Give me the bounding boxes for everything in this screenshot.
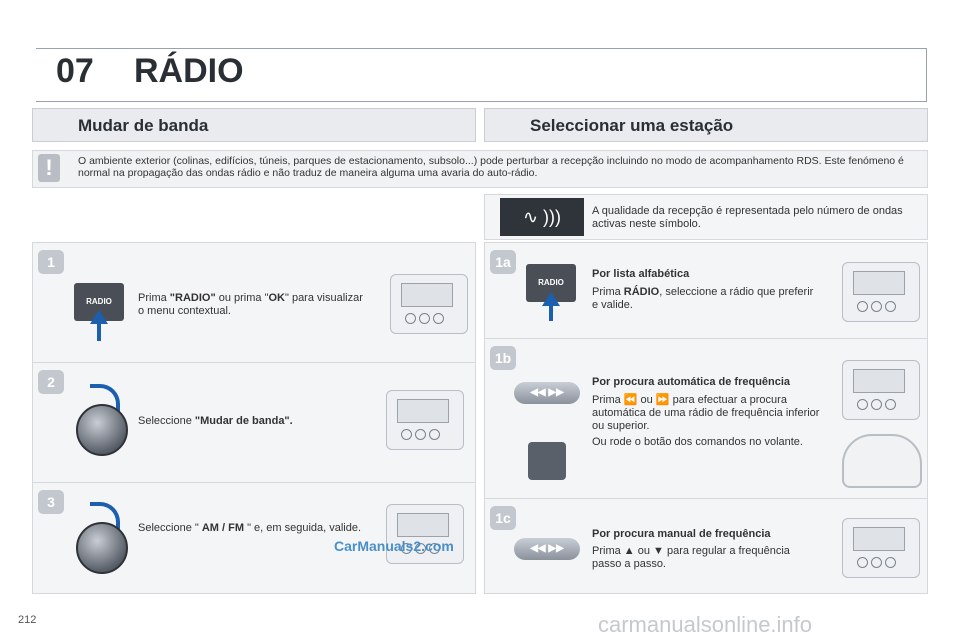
step-text: Seleccione " AM / FM " e, em seguida, valide. (138, 522, 362, 534)
section-title-right: Seleccionar uma estação (530, 116, 734, 135)
chapter-number: 07 (56, 52, 94, 90)
warning-icon: ! (38, 154, 60, 182)
step-text-alt: Ou rode o botão dos comandos no volante. (592, 436, 803, 448)
step-badge: 3 (38, 490, 64, 514)
section-title-left: Mudar de banda (78, 116, 209, 135)
step-badge: 2 (38, 370, 64, 394)
radio-unit-image (386, 504, 464, 564)
watermark-footer: carmanualsonline.info (598, 612, 813, 637)
radio-button-icon: RADIO (74, 283, 124, 321)
knob-icon (76, 404, 128, 456)
step-text: Prima RÁDIO, seleccione a rádio que preferir e valide. (592, 286, 814, 311)
signal-waves-icon: ∿ ))) (500, 198, 584, 236)
steering-wheel-image (842, 434, 922, 488)
radio-unit-image (842, 518, 920, 578)
step-title: Por procura manual de frequência (592, 528, 771, 540)
radio-unit-image (842, 262, 920, 322)
step-text: Seleccione "Mudar de banda". (138, 415, 293, 427)
knob-icon (76, 522, 128, 574)
step-title: Por procura automática de frequência (592, 376, 791, 388)
down-icon: ▼ (653, 545, 664, 557)
watermark: CarManuals2.com (334, 538, 454, 554)
divider (484, 498, 928, 499)
arrow-up-icon (90, 310, 108, 324)
radio-unit-image (386, 390, 464, 450)
radio-unit-image (842, 360, 920, 420)
chapter-title: RÁDIO (134, 52, 244, 90)
next-icon: ⏩ (655, 394, 670, 406)
page-number: 212 (18, 614, 37, 626)
arrow-up-icon (542, 292, 560, 306)
step-text: Prima ▲ ou ▼ para regular a frequência passo a passo. (592, 545, 790, 570)
divider (484, 338, 928, 339)
divider (32, 482, 476, 483)
step-badge: 1c (490, 506, 516, 530)
prev-icon: ⏪ (623, 394, 638, 406)
radio-unit-image (390, 274, 468, 334)
radio-button-icon: RADIO (526, 264, 576, 302)
arrow-stem (549, 305, 553, 321)
step-text: Prima "RADIO" ou prima "OK" para visualizar o menu contextual. (138, 292, 363, 317)
warning-text: O ambiente exterior (colinas, edifícios, túneis, parques de estacionamento, subsolo...) pode perturbar a recepção incluindo no modo de acompanhamento RDS. Este fenómeno é normal na propagação das ondas rádio e não traduz de maneira alguma uma avaria do auto-rádio. (78, 155, 904, 179)
seek-wheel-icon: ◀◀ ▶▶ (514, 538, 580, 560)
up-icon: ▲ (623, 545, 635, 557)
step-badge: 1 (38, 250, 64, 274)
step-title: Por lista alfabética (592, 268, 690, 280)
step-badge: 1b (490, 346, 516, 370)
step-text: Prima ⏪ ou ⏩ para efectuar a procura automática de uma rádio de frequência inferior ou superior. (592, 394, 820, 432)
seek-wheel-icon: ◀◀ ▶▶ (514, 382, 580, 404)
arrow-stem (97, 323, 101, 341)
step-badge: 1a (490, 250, 516, 274)
steering-control-icon (528, 442, 566, 480)
divider (32, 362, 476, 363)
quality-text: A qualidade da recepção é representada pelo número de ondas activas neste símbolo. (592, 205, 903, 230)
